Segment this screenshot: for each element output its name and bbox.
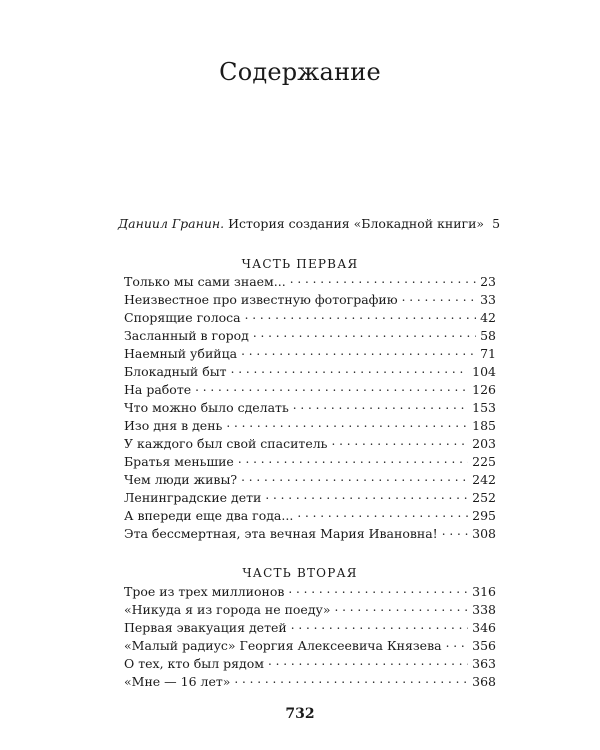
page-number: 732 (285, 706, 315, 722)
dot-leader (238, 454, 468, 466)
toc-entry-page: 5 (492, 216, 501, 231)
toc-entry-title: Ленинградские дети (124, 490, 262, 505)
dot-leader (253, 328, 476, 340)
toc-entry-title (118, 216, 484, 231)
toc-entry[interactable] (124, 382, 496, 400)
toc-entry-page: 363 (472, 656, 496, 671)
toc-entry[interactable] (124, 274, 496, 292)
toc-entry[interactable] (124, 490, 496, 508)
dot-leader (297, 508, 468, 520)
toc-entry-page: 71 (480, 346, 496, 361)
toc-entry[interactable] (124, 508, 496, 526)
toc-entry-title: Неизвестное про известную фотографию (124, 292, 398, 307)
toc-entry-page: 242 (472, 472, 496, 487)
toc-entry[interactable] (124, 310, 496, 328)
dot-leader (402, 292, 476, 304)
toc-entry-page: 356 (472, 638, 496, 653)
toc-entry[interactable] (124, 526, 496, 544)
toc-entry[interactable] (124, 346, 496, 364)
dot-leader (241, 472, 468, 484)
toc-entry[interactable] (124, 674, 496, 692)
dot-leader (335, 602, 469, 614)
dot-leader (268, 656, 468, 668)
toc-entry-intro[interactable] (118, 216, 501, 234)
dot-leader (446, 638, 469, 650)
toc-entry-title: «Никуда я из города не поеду» (124, 602, 331, 617)
toc-entry-page: 126 (472, 382, 496, 397)
toc-entry-page: 346 (472, 620, 496, 635)
toc-entry-page: 338 (472, 602, 496, 617)
part-two-heading: ЧАСТЬ ВТОРАЯ (242, 566, 358, 580)
page-title: Содержание (219, 58, 381, 86)
dot-leader (241, 346, 476, 358)
dot-leader (265, 490, 468, 502)
toc-entry[interactable] (124, 638, 496, 656)
dot-leader (442, 526, 468, 538)
toc-entry-title: Спорящие голоса (124, 310, 241, 325)
toc-entry-title: А впереди еще два года... (124, 508, 294, 523)
toc-entry-title: О тех, кто был рядом (124, 656, 264, 671)
toc-entry-page: 225 (472, 454, 496, 469)
dot-leader (195, 382, 468, 394)
toc-entry[interactable] (124, 400, 496, 418)
toc-entry[interactable] (124, 418, 496, 436)
toc-entry-page: 33 (480, 292, 496, 307)
toc-entry-title: Изо дня в день (124, 418, 223, 433)
toc-list-part-one (124, 274, 496, 544)
toc-entry-page: 308 (472, 526, 496, 541)
dot-leader (288, 584, 468, 596)
toc-entry-page: 42 (480, 310, 496, 325)
toc-entry-page: 252 (472, 490, 496, 505)
toc-entry-title-text: История создания «Блокадной книги» (228, 216, 485, 231)
toc-entry-title: Наемный убийца (124, 346, 238, 361)
toc-entry[interactable] (124, 602, 496, 620)
toc-entry-page: 23 (480, 274, 496, 289)
dot-leader (291, 620, 468, 632)
toc-entry-page: 185 (472, 418, 496, 433)
toc-entry[interactable] (124, 620, 496, 638)
toc-entry-title: «Малый радиус» Георгия Алексеевича Князева (124, 638, 442, 653)
toc-entry-page: 316 (472, 584, 496, 599)
toc-entry-title: Трое из трех миллионов (124, 584, 285, 599)
toc-entry-title: Блокадный быт (124, 364, 227, 379)
dot-leader (231, 364, 469, 376)
toc-entry-title: Первая эвакуация детей (124, 620, 287, 635)
dot-leader (245, 310, 476, 322)
toc-entry[interactable] (124, 656, 496, 674)
toc-entry-page: 153 (472, 400, 496, 415)
toc-entry-title: Чем люди живы? (124, 472, 238, 487)
toc-entry[interactable] (124, 328, 496, 346)
toc-entry-title: Засланный в город (124, 328, 249, 343)
dot-leader (226, 418, 468, 430)
toc-entry-author: Даниил Гранин. (118, 216, 225, 231)
toc-entry[interactable] (124, 584, 496, 602)
toc-entry-title: Братья меньшие (124, 454, 234, 469)
dot-leader (234, 674, 468, 686)
toc-entry-title: «Мне — 16 лет» (124, 674, 231, 689)
dot-leader (290, 274, 476, 286)
toc-list-part-two (124, 584, 496, 692)
toc-entry[interactable] (124, 472, 496, 490)
toc-entry[interactable] (124, 292, 496, 310)
toc-entry-title: Что можно было сделать (124, 400, 289, 415)
toc-entry-page: 368 (472, 674, 496, 689)
toc-entry-title: На работе (124, 382, 192, 397)
toc-entry-page: 104 (472, 364, 496, 379)
toc-entry-title: Только мы сами знаем... (124, 274, 286, 289)
toc-entry-title: У каждого был свой спаситель (124, 436, 328, 451)
toc-entry-page: 295 (472, 508, 496, 523)
toc-entry[interactable] (124, 436, 496, 454)
part-one-heading: ЧАСТЬ ПЕРВАЯ (241, 257, 359, 271)
dot-leader (331, 436, 468, 448)
toc-entry[interactable] (124, 454, 496, 472)
toc-entry-page: 58 (480, 328, 496, 343)
toc-entry-title: Эта бессмертная, эта вечная Мария Ивановна! (124, 526, 438, 541)
dot-leader (293, 400, 468, 412)
toc-entry[interactable] (124, 364, 496, 382)
toc-entry-page: 203 (472, 436, 496, 451)
